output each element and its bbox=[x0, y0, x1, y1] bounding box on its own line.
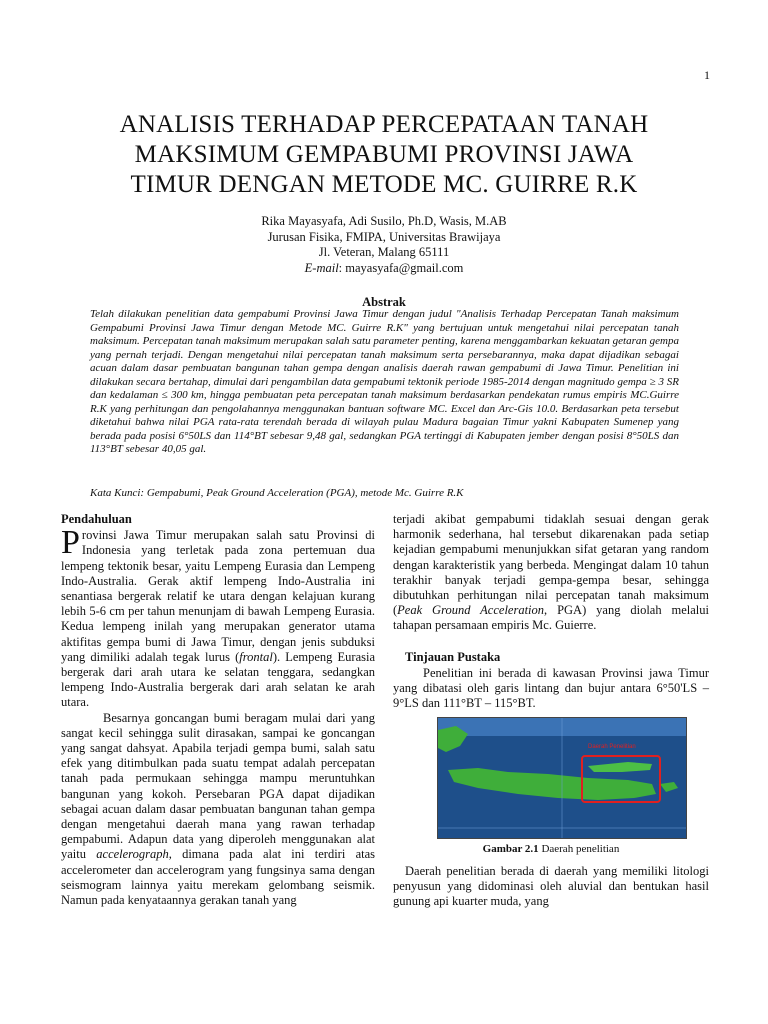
intro-p3-text-a: terjadi akibat gempabumi tidaklah sesuai dengan gerak harmonik sederhana, hal tersebut dikarenakan pada setiap kejadian gempabumi menunjukkan sifat getaran yang random dengan karakteristik yang berbeda. Mengingat dalam 10 tahun terakhir banyak terjadi gempa-gempa besar, sehingga dibutuhkan perhitungan nilai percepatan tanah maksimum ( bbox=[393, 512, 709, 618]
intro-paragraph-2 bbox=[61, 711, 375, 909]
author-affiliation: Jurusan Fisika, FMIPA, Universitas Brawijaya bbox=[267, 229, 501, 244]
paper-title bbox=[60, 110, 708, 200]
author-names: Rika Mayasyafa, Adi Susilo, Ph.D, Wasis, M.AB bbox=[261, 214, 507, 228]
section-heading-tinjauan-pustaka: Tinjauan Pustaka bbox=[405, 649, 501, 664]
section-heading-pendahuluan: Pendahuluan bbox=[61, 512, 132, 526]
title-line-2: MAKSIMUM GEMPABUMI PROVINSI JAWA bbox=[134, 141, 634, 168]
intro-p2-emphasis: accelerograph bbox=[96, 847, 169, 862]
study-area-map bbox=[437, 717, 687, 839]
intro-paragraph-3 bbox=[393, 512, 709, 634]
intro-paragraph-1 bbox=[61, 524, 376, 710]
title-line-3: TIMUR DENGAN METODE MC. GUIRRE R.K bbox=[130, 171, 638, 198]
author-email-line bbox=[0, 261, 768, 277]
map-study-area-label: Daerah Penelitian bbox=[588, 744, 636, 751]
figure-caption bbox=[393, 842, 709, 857]
caption-label: Gambar 2.1 bbox=[482, 843, 539, 856]
title-line-1: ANALISIS TERHADAP PERCEPATAAN TANAH bbox=[119, 111, 649, 138]
intro-p1-text-b: ). Lempeng Eurasia bergerak dari arah utara ke selatan tenggara, sedangkan lempeng Indo-Australia bergerak dari arah selatan ke arah utara. bbox=[61, 649, 376, 710]
review-paragraph-2: Daerah penelitian berada di daerah yang memiliki litologi penyusun yang didominasi oleh aluvial dan bentukan hasil gunung api kuarter muda, yang bbox=[393, 863, 709, 909]
review-paragraph-1: Penelitian ini berada di kawasan Provinsi jawa Timur yang dibatasi oleh garis lintang dan bujur antara 6°50'LS – 9°LS dan 111°BT – 115°BT. bbox=[393, 665, 709, 711]
email-address[interactable]: : mayasyafa@gmail.com bbox=[338, 260, 464, 275]
drop-cap: P bbox=[61, 524, 80, 562]
abstract-heading: Abstrak bbox=[362, 295, 406, 309]
abstract-text: Telah dilakukan penelitian data gempabumi Provinsi Jawa Timur dengan judul "Analisis Terhadap Percepatan Tanah maksimum Gempabumi Provinsi Jawa Timur dengan Metode MC. Guirre R.K" yang bertujuan untuk mengetahui nilai percepatan tanah maksimum. Percepatan tanah maksimum merupakan salah satu parameter penting, karena menggambarkan kekuatan getaran gempa yang pernah terjadi. Dengan mengetahui nilai percepatan tanah maksimum serta persebarannya, maka dapat dijadikan sebagai acuan dalam dasar pembuatan bangunan tahan gempa dengan analisis daerah rawan gempabumi di Jawa Timur. Penelitian ini dilakukan secara bertahap, dimulai dari pengambilan data gempabumi tektonik periode 1985-2014 dengan magnitudo gempa ≥ 3 SR dan kedalaman ≤ 300 km, hingga pembuatan peta percepatan tanah maksimum berdasarkan pendekatan rumus empiris MC.Guirre R.K yang perhitungan dan pengolahannya menggunakan bantuan software MC. Excel dan Arc-Gis 10.0. Berdasarkan peta tersebut diketahui bahwa nilai PGA rata-rata terendah berada di wilayah pulau Madura bagaian Timur yakni Kabupaten Sumenep yang berada pada posisi 6°50LS dan 114°BT sebesar 9,48 gal, sedangkan PGA tertinggi di Kabupaten jember dengan posisi 8°50LS dan 113°BT sebesar 40,05 gal. bbox=[90, 308, 679, 455]
intro-p2-text-a: Besarnya goncangan bumi beragam mulai dari yang sangat kecil sehingga sulit dirasakan, sampai ke goncangan yang sangat dahsyat. Apabila terjadi gempa bumi, salah satu efek yang ditimbulkan pada suatu tempat adalah percepatan tanah pada permukaan sehingga mampu meruntuhkan bangunan yang kokoh. Persebaran PGA dapat dijadikan sebagai acuan dalam dasar pembuatan bangunan tahan gempa dengan mengetahui daerah mana yang rawan terhadap gempabumi. Adapun data yang diperoleh menggunakan alat yaitu bbox=[61, 710, 375, 862]
keywords: Kata Kunci: Gempabumi, Peak Ground Acceleration (PGA), metode Mc. Guirre R.K bbox=[90, 487, 464, 499]
left-column bbox=[61, 512, 375, 908]
page-number: 1 bbox=[704, 68, 710, 82]
author-block bbox=[0, 214, 768, 276]
caption-text: Daerah penelitian bbox=[538, 843, 620, 856]
author-address: Jl. Veteran, Malang 65111 bbox=[318, 245, 450, 259]
intro-p3-emphasis: Peak Ground Acceleration bbox=[397, 603, 545, 618]
email-label: E-mail bbox=[304, 260, 339, 275]
intro-p1-emphasis: frontal bbox=[239, 649, 273, 664]
intro-p3-text-b: , PGA) yang diolah melalui tahapan persamaan empiris Mc. Guierre. bbox=[393, 603, 710, 633]
right-column bbox=[393, 512, 709, 909]
map-graphic bbox=[438, 718, 686, 838]
intro-p1-text-a: rovinsi Jawa Timur merupakan salah satu Provinsi di Indonesia yang terletak pada zona pertemuan dua lempeng tektonik besar, yaitu Lempeng Eurasia dan Lempeng Indo-Australia. Gerak aktif lempeng Indo-Australia ini senantiasa bergerak relatif ke utara dengan kelajuan kurang lebih 5-6 cm per tahun menunjam di bawah Lempeng Eurasia. Kedua lempeng inilah yang merupakan generator utama aktifitas gempa bumi di Jawa Timur, dengan jenis subduksi yang dimiliki adalah tegak lurus ( bbox=[61, 528, 375, 664]
intro-p2-text-b: , dimana pada alat ini terdiri atas accelerometer dan accelerogram yang fungsinya sama dengan seismogram lainnya yaitu merekam gelombang seismik. Namun pada kenyataannya gerakan tanah yang bbox=[61, 847, 375, 908]
